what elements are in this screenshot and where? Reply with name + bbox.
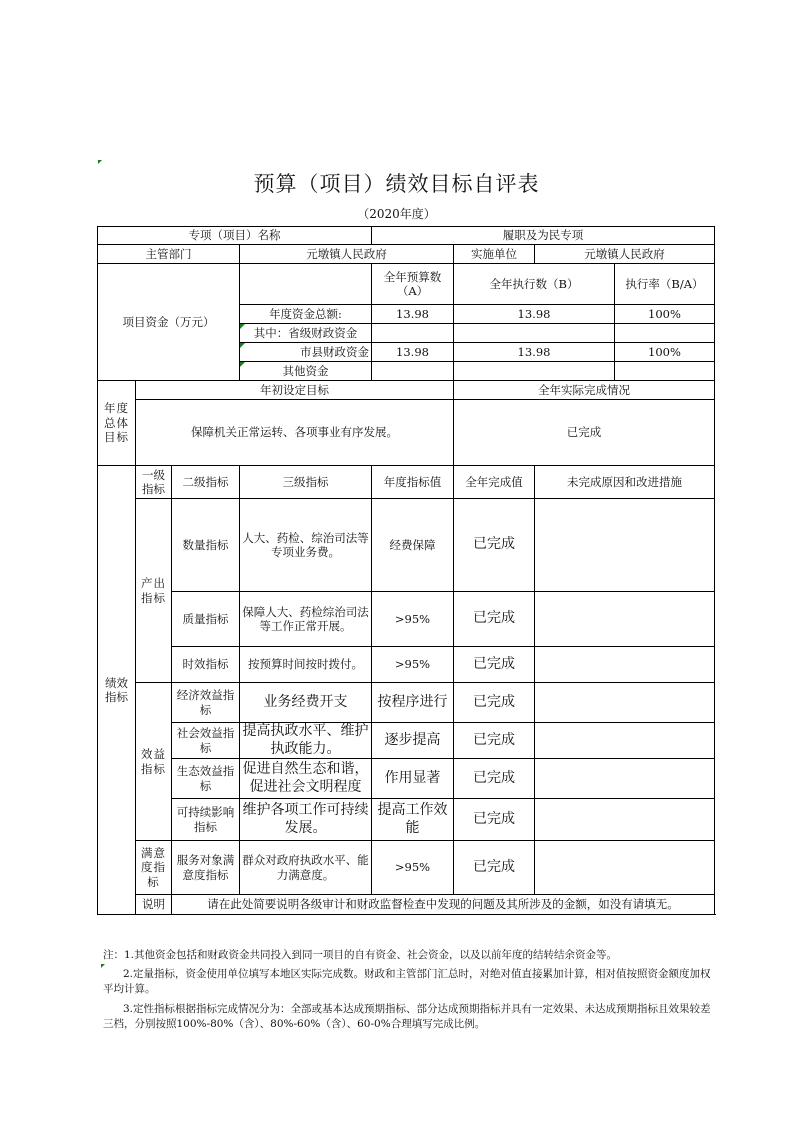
indicator-level2: 经济效益指标 [172,683,240,723]
funds-row-rate: 100% [615,305,715,324]
indicator-level3: 群众对政府执政水平、能力满意度。 [240,841,372,895]
indicator-level3: 保障人大、药检综治司法等工作正常开展。 [240,592,372,647]
header-level2: 二级指标 [172,466,240,499]
header-level1: 一级指标 [136,466,172,499]
dept-value: 元墩镇人民政府 [240,245,454,264]
overall-header-row [98,381,715,400]
indicator-completed: 已完成 [454,759,535,799]
overall-actual-header: 全年实际完成情况 [454,381,715,400]
note-1: 注：1.其他资金包括和财政资金共同投入到同一项目的自有资金、社会资金，以及以前年度的结转结余资金等。 [103,949,618,961]
indicator-level3: 人大、药检、综治司法等专项业务费。 [240,499,372,592]
indicator-reason [535,799,715,841]
funds-row-exec [454,362,615,381]
unit-value: 元墩镇人民政府 [535,245,715,264]
indicator-level2: 数量指标 [172,499,240,592]
indicator-completed: 已完成 [454,799,535,841]
indicators-section-label: 绩效指标 [98,466,136,915]
funds-row-exec [454,324,615,343]
funds-section-label: 项目资金（万元） [98,264,240,381]
page-title: 预算（项目）绩效目标自评表 [253,172,540,196]
indicator-annual: 提高工作效能 [372,799,454,841]
header-annual-value: 年度指标值 [372,466,454,499]
indicator-level3: 业务经费开支 [240,683,372,723]
indicator-row [98,683,715,723]
indicator-reason [535,841,715,895]
indicator-level2: 社会效益指标 [172,723,240,759]
indicator-annual: 按程序进行 [372,683,454,723]
funds-col-budget: 全年预算数（A） [372,264,454,305]
page-subtitle: （2020年度） [357,207,436,221]
indicator-row [98,499,715,592]
funds-row-label: 年度资金总额: [240,305,372,324]
indicator-completed: 已完成 [454,499,535,592]
evaluation-table [97,226,715,915]
indicator-completed: 已完成 [454,723,535,759]
indicator-level3: 维护各项工作可持续发展。 [240,799,372,841]
indicator-annual: 经费保障 [372,499,454,592]
indicator-level3: 促进自然生态和谐，促进社会文明程度 [240,759,372,799]
funds-col-rate: 执行率（B/A） [615,264,715,305]
unit-label: 实施单位 [454,245,535,264]
indicator-row [98,799,715,841]
funds-row-budget [372,324,454,343]
indicator-completed: 已完成 [454,592,535,647]
indicator-row [98,592,715,647]
indicator-annual: 逐步提高 [372,723,454,759]
indicator-level2: 服务对象满意度指标 [172,841,240,895]
indicators-header-row [98,466,715,499]
overall-row-label: 年度总体目标 [98,381,136,466]
funds-header-row [98,264,715,305]
department-row [98,245,715,264]
indicator-row [98,723,715,759]
funds-row-budget: 13.98 [372,343,454,362]
indicator-level2: 时效指标 [172,647,240,683]
indicator-annual: >95% [372,647,454,683]
explanation-text: 请在此处简要说明各级审计和财政监督检查中发现的问题及其所涉及的金额，如没有请填无。 [172,895,715,915]
indicator-level3: 提高执政水平、维护执政能力。 [240,723,372,759]
overall-target-text: 保障机关正常运转、各项事业有序发展。 [136,400,454,466]
note-2: 2.定量指标，资金使用单位填写本地区实际完成数。财政和主管部门汇总时，对绝对值直接累加计算，相对值按照资金额度加权平均计算。 [103,968,711,996]
indicator-row [98,841,715,895]
project-label: 专项（项目）名称 [98,227,372,245]
funds-row-label: 其中：省级财政资金 [240,324,372,343]
note-3: 3.定性指标根据指标完成情况分为：全部或基本达成预期指标、部分达成预期指标并具有一定效果、未达成预期指标且效果较差三档，分别按照100%-80%（含）、80%-60%（含）、60-0%合理填写完成比例。 [103,1002,711,1030]
header-reason: 未完成原因和改进措施 [535,466,715,499]
indicator-level2: 生态效益指标 [172,759,240,799]
indicator-reason [535,683,715,723]
header-level3: 三级指标 [240,466,372,499]
group-satisfaction: 满意度指标 [136,841,172,895]
funds-row-rate [615,324,715,343]
indicator-row [98,759,715,799]
overall-actual-text: 已完成 [454,400,715,466]
indicator-reason [535,759,715,799]
indicator-level2: 质量指标 [172,592,240,647]
group-output: 产出指标 [136,499,172,683]
funds-row-exec: 13.98 [454,343,615,362]
explanation-label: 说明 [136,895,172,915]
indicator-level3: 按预算时间按时拨付。 [240,647,372,683]
indicator-reason [535,723,715,759]
funds-row-rate [615,362,715,381]
funds-row-exec: 13.98 [454,305,615,324]
dept-label: 主管部门 [98,245,240,264]
indicator-annual: 作用显著 [372,759,454,799]
funds-blank-header [240,264,372,305]
indicator-completed: 已完成 [454,647,535,683]
indicator-reason [535,592,715,647]
project-row [98,227,715,245]
funds-row-budget [372,362,454,381]
indicator-annual: >95% [372,841,454,895]
green-mark [98,160,102,164]
funds-row-rate: 100% [615,343,715,362]
explanation-row [98,895,715,915]
funds-row-budget: 13.98 [372,305,454,324]
green-mark [101,964,105,968]
indicator-completed: 已完成 [454,683,535,723]
project-name: 履职及为民专项 [372,227,715,245]
indicator-level2: 可持续影响指标 [172,799,240,841]
indicator-reason [535,499,715,592]
group-benefit: 效益指标 [136,683,172,841]
header-completed-value: 全年完成值 [454,466,535,499]
notes [103,948,713,1036]
indicator-row [98,647,715,683]
overall-content-row [98,400,715,466]
funds-row-label: 其他资金 [240,362,372,381]
funds-col-exec: 全年执行数（B） [454,264,615,305]
indicator-annual: >95% [372,592,454,647]
indicator-completed: 已完成 [454,841,535,895]
indicator-reason [535,647,715,683]
overall-target-header: 年初设定目标 [136,381,454,400]
funds-row-label: 市县财政资金 [240,343,372,362]
